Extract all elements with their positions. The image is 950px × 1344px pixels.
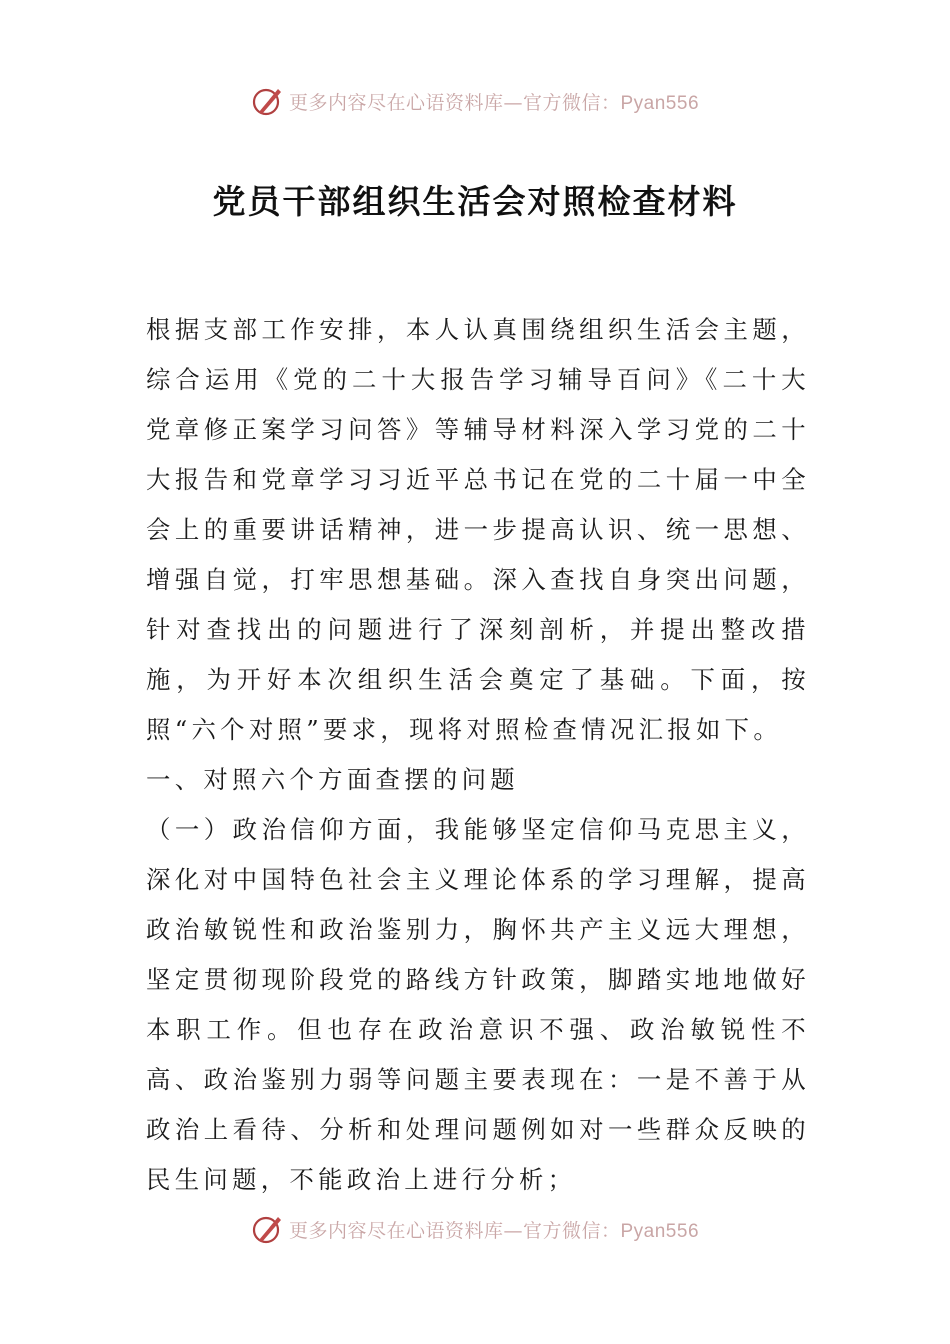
footer-wechat-label: 官方微信： [522,1219,621,1242]
header-brand-text: 更多内容尽在心语资料库 [288,91,504,114]
footer-wechat-id: Pyan556 [620,1220,700,1242]
quill-logo-icon [251,1212,285,1246]
document-title: 党员干部组织生活会对照检查材料 [212,182,738,221]
header-wechat-id: Pyan556 [620,92,700,114]
header-banner [0,84,950,118]
document-body [146,305,810,1205]
intro-paragraph: 根据支部工作安排，本人认真围绕组织生活会主题，综合运用《党的二十大报告学习辅导百问》《二十大党章修正案学习问答》等辅导材料深入学习党的二十大报告和党章学习习近平总书记在党的二十届一中全会上的重要讲话精神，进一步提高认识、统一思想、增强自觉，打牢思想基础。深入查找自身突出问题，针对查找出的问题进行了深刻剖析，并提出整改措施，为开好本次组织生活会奠定了基础。下面，按照“六个对照”要求，现将对照检查情况汇报如下。 [146,315,810,744]
political-belief-paragraph: （一）政治信仰方面，我能够坚定信仰马克思主义，深化对中国特色社会主义理论体系的学习理解，提高政治敏锐性和政治鉴别力，胸怀共产主义远大理想，坚定贯彻现阶段党的路线方针政策，脚踏实地地做好本职工作。但也存在政治意识不强、政治敏锐性不高、政治鉴别力弱等问题主要表现在：一是不善于从政治上看待、分析和处理问题例如对一些群众反映的民生问题，不能政治上进行分析； [146,815,810,1194]
section-heading: 一、对照六个方面查摆的问题 [146,765,519,794]
footer-banner [0,1212,950,1246]
header-separator: — [503,91,523,114]
header-wechat-label: 官方微信： [522,91,621,114]
quill-logo-icon [251,84,285,118]
footer-separator: — [503,1219,523,1242]
footer-brand-text: 更多内容尽在心语资料库 [288,1219,504,1242]
